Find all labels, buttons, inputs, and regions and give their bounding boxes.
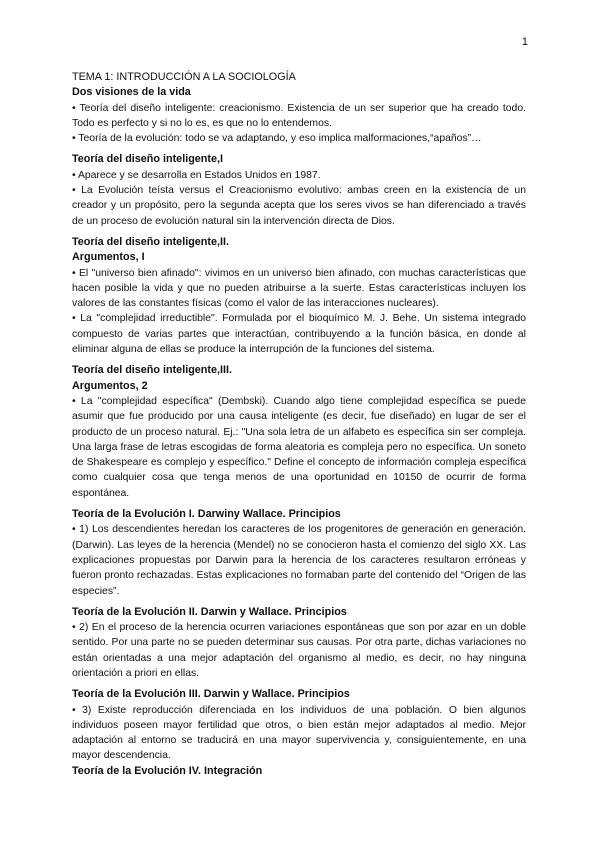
- section-subheading: Argumentos, I: [72, 251, 145, 264]
- section-subheading: Argumentos, 2: [72, 379, 148, 392]
- section-heading: Dos visiones de la vida: [72, 86, 191, 99]
- paragraph: • 1) Los descendientes heredan los caracteres de los progenitores de generación en generación. (Darwin). Las leyes de la herencia (Mendel) no se conocieron hasta el comienzo del siglo XX. Las explicaciones propuestas por Darwin para la herencia de los caracteres resultaron erróneas y fueron pronto rechazadas. Estas explicaciones no formaban parte del contenido del “Origen de las especies”.: [72, 524, 526, 597]
- section-heading: Teoría del diseño inteligente,II.: [72, 235, 229, 248]
- section-heading: Teoría de la Evolución I. Darwiny Wallace. Principios: [72, 508, 341, 521]
- section-heading: Teoría del diseño inteligente,III.: [72, 364, 232, 377]
- document-body: [72, 70, 526, 779]
- section-heading: Teoría de la Evolución IV. Integración: [72, 764, 263, 777]
- paragraph: • Teoría de la evolución: todo se va adaptando, y eso implica malformaciones,“apaños”…: [72, 133, 482, 145]
- section-heading: Teoría del diseño inteligente,I: [72, 153, 223, 166]
- paragraph: • Teoría del diseño inteligente: creacionismo. Existencia de un ser superior que ha creado todo. Todo es perfecto y si no lo es, es que no lo entendemos.: [72, 102, 526, 129]
- paragraph: • 2) En el proceso de la herencia ocurren variaciones espontáneas que son por azar en un doble sentido. Por una parte no se pueden determinar sus causas. Por otra parte, dichas variaciones no están orientadas a una mejor adaptación del organismo al medio, es decir, no hay ninguna orientación a priori en ellas.: [72, 622, 526, 679]
- paragraph: • Aparece y se desarrolla en Estados Unidos en 1987.: [72, 169, 321, 181]
- section-heading: Teoría de la Evolución III. Darwin y Wallace. Principios: [72, 688, 350, 701]
- page-number: 1: [521, 36, 528, 48]
- section-heading: Teoría de la Evolución II. Darwin y Wallace. Principios: [72, 605, 347, 618]
- paragraph: • El "universo bien afinado": vivimos en un universo bien afinado, con muchas características que hacen posible la vida y que no pueden atribuirse a la suerte. Estas características incluyen los valores de las constantes físicas (como el valor de las interacciones nucleares).: [72, 267, 526, 310]
- paragraph: • La Evolución teísta versus el Creacionismo evolutivo: ambas creen en la existencia de un creador y un propósito, pero la segunda acepta que los seres vivos se han diferenciado a través de un proceso de evolución natural sin la intervención directa de Dios.: [72, 185, 526, 227]
- paragraph: • La "complejidad irreductible". Formulada por el bioquímico M. J. Behe. Un sistema integrado compuesto de varias partes que interactúan, contribuyendo a la función básica, en donde al eliminar alguna de ellas se produce la interrupción de la funciones del sistema.: [72, 313, 526, 356]
- paragraph: • 3) Existe reproducción diferenciada en los individuos de una población. O bien algunos individuos poseen mayor fertilidad que otros, o bien están mejor adaptados al medio. Mejor adaptación al entorno se traducirá en una mayor supervivencia y, consiguientemente, en una mayor descendencia.: [72, 704, 526, 762]
- paragraph: • La "complejidad específica" (Dembski). Cuando algo tiene complejidad específica se puede asumir que fue producido por una causa inteligente (es decir, fue diseñado) en lugar de ser el producto de un proceso natural. Ej.: "Una sola letra de un alfabeto es específica sin ser compleja. Una larga frase de letras escogidas de forma aleatoria es compleja pero no específica. Un soneto de Shakespeare es complejo y específico." Define el concepto de información compleja específica como cualquier cosa que tenga menos de una oportunidad en 10150 de ocurrir de forma espontánea.: [72, 395, 526, 499]
- document-title: TEMA 1: INTRODUCCIÓN A LA SOCIOLOGÍA: [72, 71, 296, 83]
